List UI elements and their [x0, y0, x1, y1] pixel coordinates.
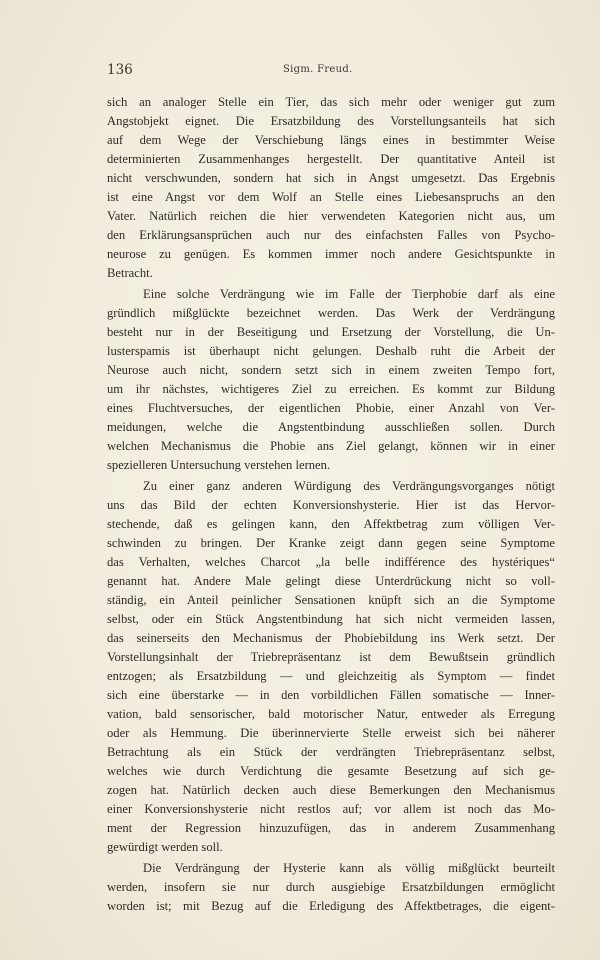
text-line: auf dem Wege der Verschiebung längs eines in bestimmter Weise — [107, 133, 555, 147]
text-line: einer Konversionshysterie nicht restlos auf; vor allem ist noch das Mo- — [107, 802, 555, 816]
text-line: sich an analoger Stelle ein Tier, das sich mehr oder weniger gut zum — [107, 95, 555, 109]
body-text — [107, 93, 555, 918]
text-line: gründlich mißglückte bezeichnet werden. Das Werk der Verdrängung — [107, 306, 555, 320]
paragraph — [107, 477, 555, 857]
text-line: Angstobjekt eignet. Die Ersatzbildung des Vorstellungsanteils hat sich — [107, 114, 555, 128]
paragraph — [107, 859, 555, 916]
text-line: Zu einer ganz anderen Würdigung des Verdrängungsvorganges nötigt — [143, 479, 555, 493]
text-line: Neurose auch nicht, sondern setzt sich in einem zweiten Tempo fort, — [107, 363, 555, 377]
running-head-author: Sigm. Freud. — [283, 64, 353, 75]
text-line: vation, bald sensorischer, bald motorischer Natur, entweder als Erregung — [107, 707, 555, 721]
text-line: welchen Mechanismus die Phobie ans Ziel gelangt, können wir in einer — [107, 439, 555, 453]
text-line: ment der Regression hinzuzufügen, das in anderem Zusammenhang — [107, 821, 555, 835]
text-line: uns das Bild der echten Konversionshysterie. Hier ist das Hervor- — [107, 498, 555, 512]
text-line: um ihr nächstes, wichtigeres Ziel zu erreichen. Es kommt zur Bildung — [107, 382, 555, 396]
text-line: ist eine Angst vor dem Wolf an Stelle eines Liebesanspruchs an den — [107, 190, 555, 204]
text-line: nicht verschwunden, sondern hat sich in Angst umgesetzt. Das Ergebnis — [107, 171, 555, 185]
text-line: Vorstellungsinhalt der Triebrepräsentanz ist dem Bewußtsein gründlich — [107, 650, 555, 664]
paragraph — [107, 285, 555, 475]
text-line: welches wie durch Verdichtung die gesamte Besetzung auf sich ge- — [107, 764, 555, 778]
text-line: das Verhalten, welches Charcot „la belle indifférence des hystériques“ — [107, 555, 555, 569]
text-line: ständig, ein Anteil peinlicher Sensationen knüpft sich an die Symptome — [107, 593, 555, 607]
paragraph — [107, 93, 555, 283]
text-line: das seinerseits den Mechanismus der Phobiebildung ins Werk setzt. Der — [107, 631, 555, 645]
text-line: werden, insofern sie nur durch ausgiebige Ersatzbildungen ermöglicht — [107, 880, 555, 894]
text-line: entzogen; als Ersatzbildung — und gleichzeitig als Symptom — findet — [107, 669, 555, 683]
text-line: schwinden zu bringen. Der Kranke zeigt dann gegen seine Symptome — [107, 536, 555, 550]
text-line: oder als Hemmung. Die überinnervierte Stelle erweist sich bei näherer — [107, 726, 555, 740]
text-line: determinierten Zusammenhanges hergestellt. Der quantitative Anteil ist — [107, 152, 555, 166]
text-line: zogen hat. Natürlich decken auch diese Bemerkungen den Mechanismus — [107, 783, 555, 797]
text-line: besteht nur in der Beseitigung und Ersetzung der Vorstellung, die Un- — [107, 325, 555, 339]
text-line: Betrachtung als ein Stück der verdrängten Triebrepräsentanz selbst, — [107, 745, 555, 759]
text-line: genannt hat. Andere Male gelingt diese Unterdrückung nicht so voll- — [107, 574, 555, 588]
text-line: selbst, oder ein Stück Angstentbindung hat sich nicht vermeiden lassen, — [107, 612, 555, 626]
text-line: gewürdigt werden soll. — [107, 840, 223, 854]
page-header — [0, 62, 600, 82]
text-line: worden ist; mit Bezug auf die Erledigung des Affektbetrages, die eigent- — [107, 899, 555, 913]
text-line: meidungen, welche die Angstentbindung ausschließen sollen. Durch — [107, 420, 555, 434]
text-line: sich eine überstarke — in den vorbildlichen Fällen somatische — Inner- — [107, 688, 555, 702]
text-line: neurose zu genügen. Es kommen immer noch andere Gesichtspunkte in — [107, 247, 555, 261]
text-line: spezielleren Untersuchung verstehen lernen. — [107, 458, 331, 472]
page-number: 136 — [107, 62, 133, 78]
text-line: Vater. Natürlich reichen die hier verwendeten Kategorien nicht aus, um — [107, 209, 555, 223]
text-line: lusterspamis ist überhaupt nicht gelungen. Deshalb ruht die Arbeit der — [107, 344, 555, 358]
text-line: Die Verdrängung der Hysterie kann als völlig mißglückt beurteilt — [143, 861, 555, 875]
text-line: den Erklärungsansprüchen auch nur des einfachsten Falles von Psycho- — [107, 228, 555, 242]
text-line: Eine solche Verdrängung wie im Falle der Tierphobie darf als eine — [143, 287, 555, 301]
text-line: Betracht. — [107, 266, 153, 280]
text-line: eines Fluchtversuches, der eigentlichen Phobie, einer Anzahl von Ver- — [107, 401, 555, 415]
text-line: stechende, daß es gelingen kann, den Affektbetrag zum völligen Ver- — [107, 517, 555, 531]
